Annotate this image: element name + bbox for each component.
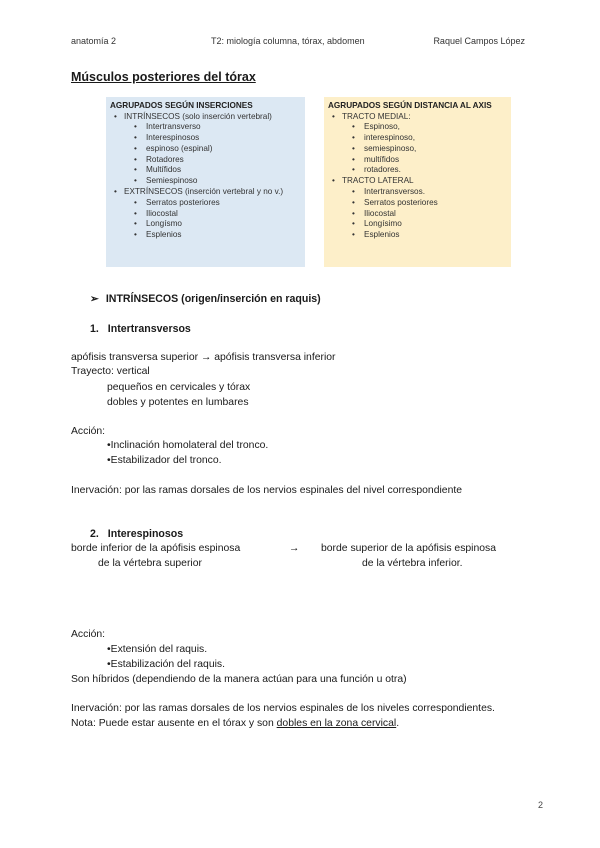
list-item: • Longísmo [106,219,305,230]
interespinosos-accion-label: Acción: [71,629,106,640]
list-item: • Intertransversos. [324,187,511,198]
list-item: • Esplenios [106,230,305,241]
panel-distancia-axis-title: AGRUPADOS SEGÚN DISTANCIA AL AXIS [328,101,492,110]
section-title: INTRÍNSECOS (origen/inserción en raquis) [105,293,321,305]
interespinosos-inervacion: Inervación: por las ramas dorsales de los nervios espinales de los niveles correspondientes. [71,703,495,714]
panel-distancia-axis [324,97,511,267]
list-item: • INTRÍNSECOS (solo inserción vertebral) [106,112,305,123]
interespinosos-accion-2: •Estabilización del raquis. [107,659,225,670]
panel-inserciones-list [106,112,305,242]
panel-inserciones-title: AGRUPADOS SEGÚN INSERCIONES [110,101,253,110]
interespinosos-accion-1: •Extensión del raquis. [107,644,208,655]
section-heading [90,292,321,306]
header-center: T2: miología columna, tórax, abdomen [211,36,365,46]
subsection-intertransversos [90,322,191,336]
panel-distancia-axis-list [324,112,511,242]
list-item: • multífidos [324,155,511,166]
subsection-interespinosos [90,527,183,541]
list-item: • Espinoso, [324,122,511,133]
section-arrow-icon: ➢ [90,293,99,305]
intertransversos-accion-label: Acción: [71,426,106,437]
intertransversos-trayecto: Trayecto: vertical [71,366,150,377]
subsection-title: Intertransversos [107,323,191,335]
subsection-number: 2. [90,528,99,540]
list-item: • interespinoso, [324,133,511,144]
list-item: • Rotadores [106,155,305,166]
subsection-number: 1. [90,323,99,335]
panel-inserciones [106,97,305,267]
interespinosos-hibridos: Son híbridos (dependiendo de la manera actúan para una función u otra) [71,674,407,685]
list-item: • Semiespinoso [106,176,305,187]
list-item: • Longísimo [324,219,511,230]
list-item: • Multífidos [106,165,305,176]
list-item: • espinoso (espinal) [106,144,305,155]
intertransversos-inervacion: Inervación: por las ramas dorsales de los nervios espinales del nivel correspondiente [71,485,463,496]
interespinosos-from-1: borde inferior de la apófisis espinosa [71,543,241,554]
list-item: • Esplenios [324,230,511,241]
page-number: 2 [537,800,543,810]
list-item: • Serratos posteriores [106,198,305,209]
subsection-title: Interespinosos [107,528,184,540]
nota-prefix: Nota: Puede estar ausente en el tórax y son [71,718,277,729]
intertransversos-detail-2: dobles y potentes en lumbares [107,397,249,408]
list-item: • rotadores. [324,165,511,176]
nota-suffix: . [396,718,400,729]
interespinosos-to-2: de la vértebra inferior. [362,558,463,569]
list-item: • Iliocostal [106,209,305,220]
list-item: • Iliocostal [324,209,511,220]
interespinosos-from-2: de la vértebra superior [98,558,202,569]
list-item: • TRACTO LATERAL [324,176,511,187]
list-item: • Interespinosos [106,133,305,144]
list-item: • Intertransverso [106,122,305,133]
list-item: • EXTRÍNSECOS (inserción vertebral y no v.) [106,187,305,198]
header-left: anatomía 2 [71,36,117,46]
nota-underline: dobles en la zona cervical [276,718,397,729]
interespinosos-to-1: borde superior de la apófisis espinosa [321,543,497,554]
list-item: • semiespinoso, [324,144,511,155]
page-title: Músculos posteriores del tórax [71,70,256,84]
interespinosos-nota [71,717,399,731]
intertransversos-accion-2: •Estabilizador del tronco. [107,455,222,466]
list-item: • Serratos posteriores [324,198,511,209]
list-item: • TRACTO MEDIAL: [324,112,511,123]
interespinosos-arrow: → [289,543,300,554]
intertransversos-path: apófisis transversa superior → apófisis transversa inferior [71,352,336,363]
header-right: Raquel Campos López [433,36,525,46]
intertransversos-accion-1: •Inclinación homolateral del tronco. [107,440,269,451]
intertransversos-detail-1: pequeños en cervicales y tórax [107,382,251,393]
